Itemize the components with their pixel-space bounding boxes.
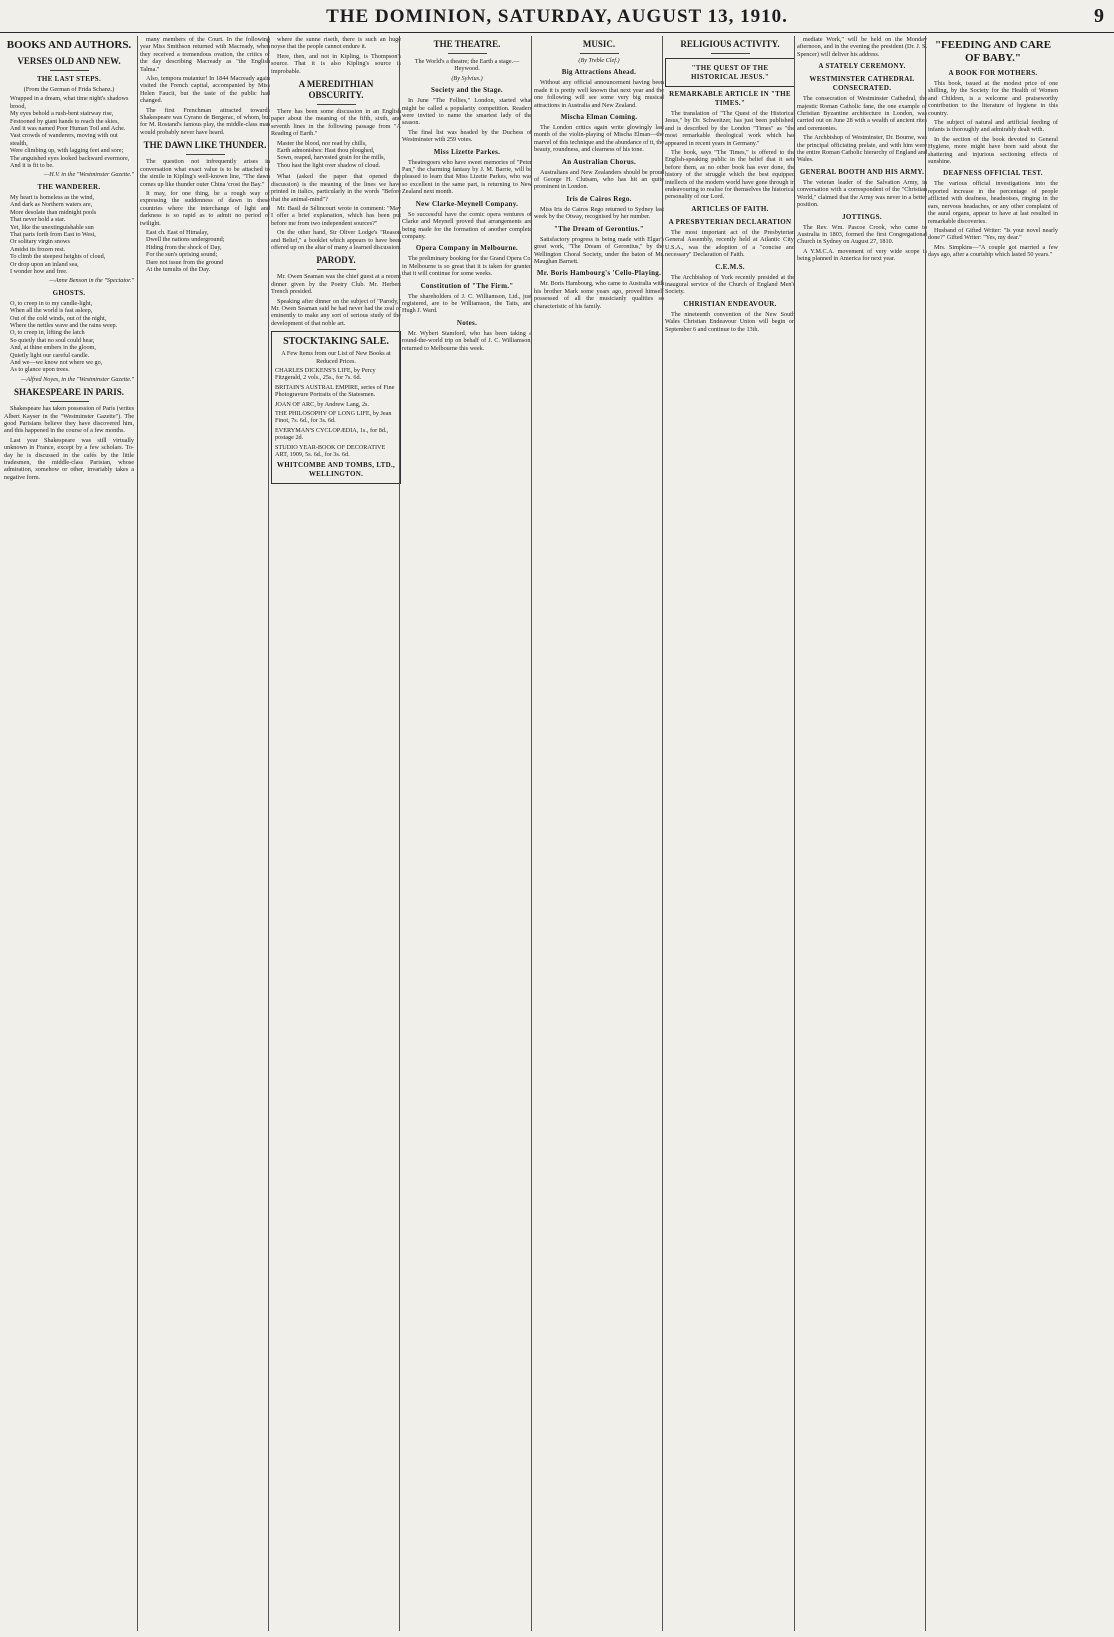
article xyxy=(4,75,134,179)
article-heading: REMARKABLE ARTICLE IN "THE TIMES." xyxy=(669,90,791,107)
article-heading: VERSES OLD AND NEW. xyxy=(17,56,121,66)
article-paragraph: On the other hand, Sir Oliver Lodge's "Reason and Belief," a booklet which appears to have been offered up on the altar of many a learned discussion. xyxy=(271,229,401,251)
article-heading: STOCKTAKING SALE. xyxy=(283,336,389,348)
article-heading: DEAFNESS OFFICIAL TEST. xyxy=(943,169,1043,178)
ad-item: BRITAIN'S AUSTRAL EMPIRE, series of Fine Photogravure Portraits of the Statesmen. xyxy=(275,383,395,399)
article xyxy=(4,387,134,481)
column-rule xyxy=(531,36,532,1631)
column-7 xyxy=(797,36,927,1631)
article xyxy=(534,113,664,154)
article xyxy=(665,218,795,259)
article xyxy=(271,255,401,327)
article-paragraph: The Archbishop of York recently presided at the inaugural service of the Church of England Men's Society. xyxy=(665,273,795,296)
article-heading: WESTMINSTER CATHEDRAL CONSECRATED. xyxy=(809,75,915,93)
article xyxy=(4,183,134,285)
heading-rule xyxy=(50,401,89,402)
column-6 xyxy=(665,36,795,1631)
article xyxy=(534,158,664,191)
poem-text: O, to creep in to my candle-light, When all the world is fast asleep, Out of the cold winds, out of the night, Where the nettles wave and the rains weep. O, to creep in, lifting the latch So quietly that no soul could hear, And, at thine embers in the gloom, Quietly light our careful candle. And we—we know not where we go, As to glance upon trees. xyxy=(10,299,118,374)
ad-item: THE PHILOSOPHY OF LONG LIFE, by Jean Finot, 7s. 6d., for 3s. 6d. xyxy=(275,410,392,425)
heading-rule xyxy=(317,269,356,270)
heading-rule xyxy=(711,53,750,54)
ad-item: STUDIO YEAR-BOOK OF DECORATIVE ART, 1909, 5s. 6d., for 3s. 6d. xyxy=(275,443,386,459)
article-heading: A PRESBYTERIAN DECLARATION xyxy=(668,217,792,226)
column-rule xyxy=(137,36,138,1631)
article-paragraph: The nineteenth convention of the New South Wales Christian Endeavour Union will begin on September 6 and continue to the 13th. xyxy=(665,310,795,333)
article-heading: THE WANDERER. xyxy=(37,182,101,191)
article-paragraph: Miss Iris de Cairos Rego returned to Sydney last week by the Otway, recognised by her number. xyxy=(534,205,664,221)
article xyxy=(928,169,1058,258)
poem-signature: —Anne Benson in the "Spectator." xyxy=(49,277,134,285)
article-paragraph: In the section of the book devoted to General Hygiene, more might have been said about the shattering and injurious sectioning effects of sunshine. xyxy=(928,135,1058,166)
article xyxy=(665,90,795,201)
article-paragraph: In June "The Follies," London, started what might be called a popularity competition. Readers were invited to name the smartest lady of the season. xyxy=(402,97,532,127)
column-5 xyxy=(534,36,664,1631)
article-subheading: The World's a theatre; the Earth a stage.—Heywood. xyxy=(414,58,520,73)
page-number: 9 xyxy=(1094,5,1104,27)
ad-item: CHARLES DICKENS'S LIFE, by Percy Fitzgerald, 2 vols., 25s., for 7s. 6d. xyxy=(275,367,376,382)
column-rule xyxy=(662,36,663,1631)
article xyxy=(402,319,532,352)
heading-rule xyxy=(50,70,89,71)
article-paragraph: The preliminary booking for the Grand Opera Co. in Melbourne is so great that it is taken for granted that it will continue for some weeks. xyxy=(402,255,532,278)
article-paragraph: So successful have the comic opera ventures of Clarke and Meynell proved that arrangements are being made for the formation of another complete company. xyxy=(402,210,532,240)
heading-rule xyxy=(186,154,225,155)
masthead-title: THE DOMINION, SATURDAY, AUGUST 13, 1910. xyxy=(326,6,788,27)
article-heading: SHAKESPEARE IN PARIS. xyxy=(13,387,125,398)
article-paragraph: Without any official announcement having been made it is pretty well known that next year and the one following will see some very big musical attractions in Australia and New Zealand. xyxy=(534,79,664,109)
article-paragraph: Australians and New Zealanders should be proud of George H. Clutsam, who has hit an quite prominent in London. xyxy=(534,168,664,191)
article-paragraph: Shakespeare has taken possession of Paris (writes Albert Kayser in the "Westminster Gazette"). The good Parisians believe they have discovered him, and this happened in the course of a few months. xyxy=(4,405,134,435)
article-heading: Constitution of "The Firm." xyxy=(420,281,514,290)
column-4 xyxy=(402,36,532,1631)
article-paragraph: The book, says "The Times," is offered to the English-speaking public in the belief that it sets before them, as no other book has ever done, the history of the struggle which the best equipped intellects of the modern world have gone through in endeavouring to realise for themselves the historical personality of our Lord. xyxy=(665,149,795,201)
article xyxy=(271,79,401,169)
article xyxy=(402,58,532,82)
article xyxy=(665,263,795,296)
article xyxy=(4,56,134,71)
article-paragraph: Mr. Owen Seaman was the chief guest at a recent dinner given by the Poetry Club. Mr. Herbert Trench presided. xyxy=(271,273,401,296)
article xyxy=(534,269,664,310)
article-heading: "FEEDING AND CARE OF BABY." xyxy=(934,39,1052,64)
article xyxy=(140,36,270,136)
ad-footer: WHITCOMBE AND TOMBS, LTD., WELLINGTON. xyxy=(276,461,396,479)
article-heading: A STATELY CEREMONY. xyxy=(818,62,906,71)
article-paragraph: Satisfactory progress is being made with Elgar's great work, "The Dream of Gerontius," by the Wellington Choral Society, under the baton of Mr. Maughan Barnett. xyxy=(534,235,664,265)
article-heading: New Clarke-Meynell Company. xyxy=(415,199,519,208)
article-heading: GHOSTS. xyxy=(52,288,86,297)
article xyxy=(4,39,134,52)
article-paragraph: The first Frenchman attracted towards Shakespeare was Cyrano de Bergerac, of whom, but for M. Rostand's famous play, the middle-class man would probably never have heard. xyxy=(140,106,270,136)
article-paragraph: It may, for one thing, be a rough way of expressing the suddenness of dawn in these countries where the interchange of light and darkness is so rapid as to admit no period of twilight. xyxy=(140,189,270,227)
article xyxy=(271,331,401,484)
article-heading: Mr. Boris Hambourg's 'Cello-Playing. xyxy=(536,269,662,278)
article xyxy=(534,195,664,221)
article-heading: JOTTINGS. xyxy=(842,212,882,221)
article-heading: RELIGIOUS ACTIVITY. xyxy=(680,39,780,49)
article-paragraph: The most important act of the Presbyterian General Assembly, recently held at Atlantic City, U.S.A., was the adoption of a "concise and necessary" Declaration of Faith. xyxy=(665,228,795,259)
column-3 xyxy=(271,36,401,1631)
article-heading: THE THEATRE. xyxy=(433,39,501,49)
article-subheading: A Few Items from our List of New Books at Reduced Prices. xyxy=(281,350,391,365)
article-paragraph: What (asked the paper that opened the discussion) is the meaning of the lines we have printed in italics, particularly in the words "Before that the animal-mind"? xyxy=(271,173,401,203)
article-paragraph: The veteran leader of the Salvation Army, in conversation with a correspondent of the "Christian World," claimed that the Army was never in a better position. xyxy=(797,178,927,209)
article-paragraph: Theatregoers who have sweet memories of "Peter Pan," the charming fantasy by J. M. Barrie, will be pleased to learn that Miss Lizette Parkes, who was so excellent in the same part, is returning to New Zealand next month. xyxy=(402,158,532,196)
article xyxy=(797,62,927,71)
article xyxy=(140,140,270,273)
article-heading: THE LAST STEPS. xyxy=(36,75,102,83)
article-heading: PARODY. xyxy=(316,255,356,266)
article-heading: Opera Company in Melbourne. xyxy=(415,244,519,253)
article xyxy=(928,69,1058,165)
article-heading: An Australian Chorus. xyxy=(561,157,637,166)
article-paragraph: There has been some discussion in an English paper about the meaning of the fifth, sixth, and seventh lines in the following passage from "A Reading of Earth." xyxy=(271,108,401,138)
article-paragraph: Last year Shakespeare was still virtually unknown in France, except by a few scholars. To-day he is discussed in the cafés by the little tradesmen, the middle-class Parisian, whose admiration, somehow or other, invariably takes a negative form. xyxy=(4,436,134,481)
article xyxy=(797,36,927,58)
article-heading: A BOOK FOR MOTHERS. xyxy=(948,69,1038,77)
column-2 xyxy=(140,36,270,1631)
ad-item: JOAN OF ARC, by Andrew Lang, 2s. xyxy=(275,400,370,408)
article-heading: GENERAL BOOTH AND HIS ARMY. xyxy=(799,167,925,176)
article-paragraph: This book, issued at the modest price of one shilling, by the Society for the Health of Women and Children, is a welcome and praiseworthy contribution to the literature of hygiene in this country. xyxy=(928,80,1058,117)
column-rule xyxy=(268,36,269,1631)
article xyxy=(402,244,532,277)
poem-text: My heart is homeless as the wind, And dark as Northern waters are, More desolate than midnight pools That never hold a star. Yet, like the unextinguishable sun That parts forth from East to West, Or solitary virgin snows Amidst its frozen rest. To climb the steepest heights of cloud, Or drop upon an inland sea, I wonder how and free. xyxy=(10,193,106,275)
article-heading: BOOKS AND AUTHORS. xyxy=(6,39,132,51)
column-1 xyxy=(4,36,134,1631)
poem-signature: —Alfred Noyes, in the "Westminster Gazette." xyxy=(20,375,134,383)
heading-rule xyxy=(448,53,487,54)
article xyxy=(665,39,795,54)
article-paragraph: The translation of "The Quest of the Historical Jesus," by Dr. Schweitzer, has just been published, and is described by the London "Times" as "the most remarkable theological work which has appeared in recent years in Germany." xyxy=(665,110,795,147)
article-paragraph: Speaking after dinner on the subject of "Parody," Mr. Owen Seaman said he had never had the zeal or eminently to make any sort of serious study of the development of that noble art. xyxy=(271,297,401,327)
poem-signature: —H.V. in the "Westminster Gazette." xyxy=(43,171,134,179)
article-byline: (By Treble Clef.) xyxy=(578,57,620,64)
article xyxy=(665,58,795,87)
article-paragraph: The Archbishop of Westminster, Dr. Bourne, was the principal officiating prelate, and with him were the entire Roman Catholic hierarchy of England and Wales. xyxy=(797,134,927,164)
article-paragraph: Also, tempora mutantur! In 1844 Macready again visited the French capital, accompanied by Miss Helen Faucit, but the taste of the public had changed. xyxy=(140,75,270,105)
article xyxy=(797,75,927,164)
article-paragraph: The shareholders of J. C. Williamson, Ltd., just registered, are to be Williamson, the Taits, and Hugh J. Ward. xyxy=(402,292,532,315)
article-paragraph: The various official investigations into the reported increase in the percentage of people afflicted with deafness, headnoises, ringing in the ears, nervous headaches, or any other complaint of the aural organs, appear to have at last resulted in remarkable discoveries. xyxy=(928,180,1058,225)
poem-text: Master the blood, nor read by chills, Earth admonishes: Hast thou ploughed, Sown, reaped, harvested grain for the mills, Thou hast the light over shadow of cloud. xyxy=(277,139,386,169)
article-heading: CHRISTIAN ENDEAVOUR. xyxy=(683,299,777,308)
article-subheading: (From the German of Frida Schanz.) xyxy=(23,86,115,93)
article xyxy=(271,36,401,75)
article xyxy=(402,200,532,241)
article-heading: Society and the Stage. xyxy=(431,86,503,95)
article xyxy=(665,300,795,333)
heading-rule xyxy=(580,53,619,54)
article-heading: Miss Lizette Parkes. xyxy=(433,147,501,156)
article xyxy=(402,282,532,315)
article xyxy=(402,86,532,143)
article-heading: ARTICLES OF FAITH. xyxy=(691,204,769,213)
article xyxy=(402,39,532,54)
article-paragraph: The London critics again write glowingly last month of the violin-playing of Mischa Elman—the marvel of this technique and the abundance of it, the beauty, roundness, and clearness of his tone. xyxy=(534,124,664,154)
article-heading: MUSIC. xyxy=(582,39,616,49)
article-paragraph: Mr. Wybert Stamford, who has been taking a round-the-world trip on behalf of J. C. Williamson, returned to Melbourne this week. xyxy=(402,329,532,352)
article xyxy=(534,225,664,266)
article-heading: Iris de Cairos Rego. xyxy=(566,194,632,203)
ad-item: EVERYMAN'S CYCLOPÆDIA, 1s., for 8d., postage 2d. xyxy=(275,426,389,442)
article-byline: (By Sylvius.) xyxy=(451,74,483,82)
dialogue-line: Husband of Gifted Writer: "Is your novel nearly done?" Gifted Writer: "Yes, my dear." xyxy=(928,226,1058,242)
article-heading: A MEREDITHIAN OBSCURITY. xyxy=(298,79,374,101)
column-rule xyxy=(925,36,926,1631)
column-rule xyxy=(794,36,795,1631)
article xyxy=(797,168,927,209)
article-paragraph: The final list was headed by the Duchess of Westminster with 259 votes. xyxy=(402,128,532,144)
article-heading: THE DAWN LIKE THUNDER. xyxy=(143,140,267,151)
article xyxy=(797,213,927,263)
article-paragraph: The consecration of Westminster Cathedral, the majestic Roman Catholic fane, the one example of Christian Byzantine architecture in London, was carried out on June 28 with a wealth of ancient rites and ceremonies. xyxy=(797,95,927,132)
dialogue-line: Mrs. Simpkins—"A couple got married a few days ago, after a courtship which lasted 50 years." xyxy=(928,243,1058,259)
article-paragraph: where the sunne riseth, there is such an huge noyse that the people cannot endure it. xyxy=(271,36,401,51)
article-paragraph: many members of the Court. In the following year Miss Smithson returned with Macready, when they received a tremendous ovation, the critics of the day describing Macready as "the English Talma." xyxy=(140,36,270,73)
poem-text: East ch. East of Himalay, Dwell the nations underground; Hiding from the shock of Day, For the sun's uprising sound; Dare not issue from the ground At the tumults of the Day. xyxy=(146,228,225,273)
heading-rule xyxy=(317,104,356,105)
article-heading: "THE QUEST OF THE HISTORICAL JESUS." xyxy=(690,64,770,81)
column-8 xyxy=(928,36,1058,1631)
article-paragraph: A Y.M.C.A. movement of very wide scope is being planned in America for next year. xyxy=(797,247,927,263)
article-paragraph: The Rev. Wm. Pascoe Crook, who came to Australia in 1803, formed the first Congregational Church in Sydney on August 27, 1810. xyxy=(797,223,927,246)
article-heading: Mischa Elman Coming. xyxy=(560,113,638,122)
article xyxy=(534,39,664,64)
article-heading: Big Attractions Ahead. xyxy=(561,68,637,77)
article-paragraph: Mr. Boris Hambourg, who came to Australia with his brother Mark some years ago, proved himself possessed of all the musicianly qualities so characteristic of his family. xyxy=(534,280,664,310)
article-paragraph: The question not infrequently arises in conversation what exact value is to be attached to the simile in Kipling's well-known line, "The dawn comes up like thunder outer China 'crost the Bay." xyxy=(140,158,270,188)
poem-text: Wrapped in a dream, what time night's shadows brood, My eyes behold a rush-bent stairway rise, Festooned by giant hands to reach the skies, And it was named Poor Human Toil and Ache. Vast crowds of wanderers, moving with out stealth, Were climbing up, with lagging feet and sore; The anguished eyes looked backward evermore, And it is fit to be. xyxy=(10,95,130,170)
article-paragraph: Mr. Basil de Sélincourt wrote in comment: "May I offer a brief explanation, which has been put before me from two independent sources?" xyxy=(271,204,401,227)
article-heading: C.E.M.S. xyxy=(715,262,745,271)
masthead xyxy=(0,4,1114,33)
article-paragraph: Here, then, and not in Kipling, is Thompson's source. That it is also Kipling's source is improbable. xyxy=(271,52,401,75)
article-paragraph: mediate Work," will be held on the Monday afternoon, and in the evening the president (Dr. J. S. Spencer) will deliver his address. xyxy=(797,36,927,58)
article xyxy=(534,68,664,109)
article xyxy=(928,39,1058,65)
article xyxy=(271,173,401,251)
article-heading: "The Dream of Gerontius." xyxy=(553,224,645,233)
article-paragraph: The subject of natural and artificial feeding of infants is thoroughly and admirably dealt with. xyxy=(928,119,1058,134)
column-rule xyxy=(399,36,400,1631)
article xyxy=(402,148,532,196)
article-heading: Notes. xyxy=(456,318,478,327)
article xyxy=(4,289,134,383)
article xyxy=(665,205,795,214)
